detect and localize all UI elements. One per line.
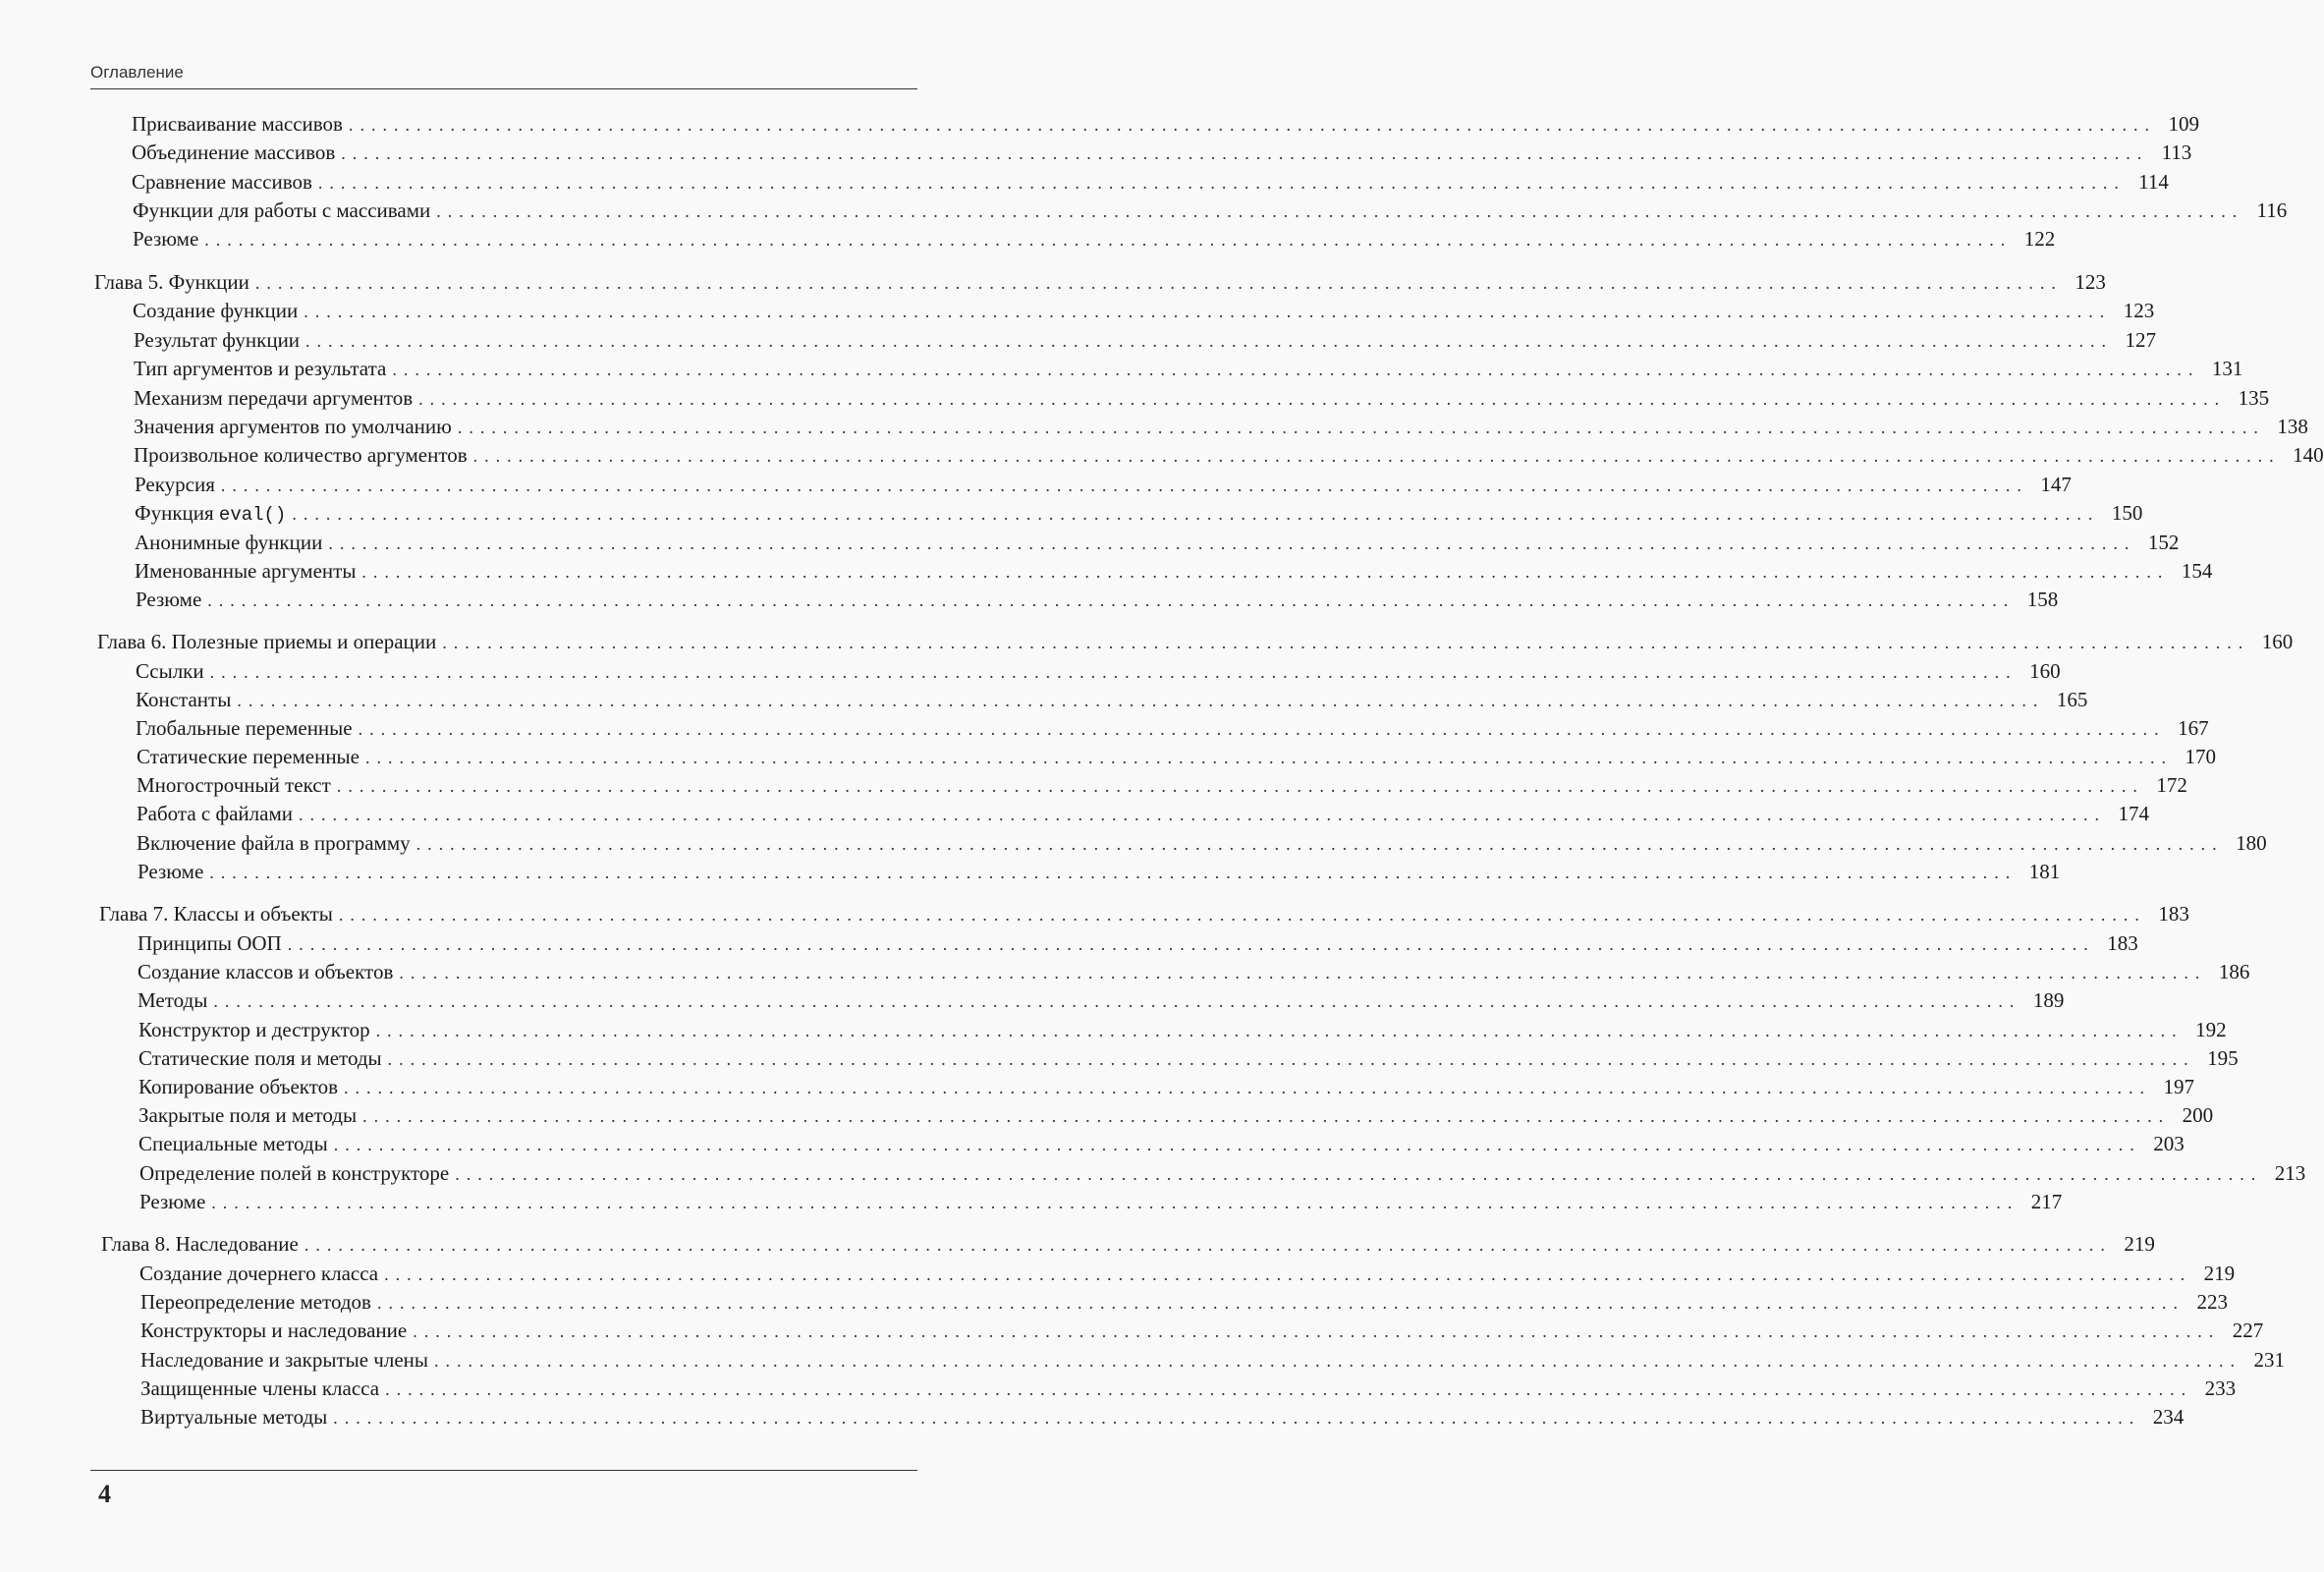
toc-leader-dots: ................................................................................................................................................................	[348, 115, 2156, 135]
toc-entry-title	[135, 531, 328, 555]
toc-section-entry	[136, 716, 2209, 744]
toc-chapter-entry	[97, 630, 2294, 657]
toc-entry-page: 213	[2274, 1161, 2306, 1185]
toc-section-entry	[133, 198, 2288, 226]
toc-entry-page: 183	[2158, 902, 2189, 926]
toc-entry-title-text: Механизм передачи аргументов	[134, 386, 414, 410]
toc-entry-title	[139, 1262, 384, 1286]
toc-section-entry	[132, 140, 2192, 168]
toc-entry-title	[135, 559, 361, 584]
toc-leader-dots: ................................................................................................................................................................	[375, 1021, 2184, 1040]
toc-entry-page: 123	[2123, 299, 2155, 322]
toc-entry-title	[138, 988, 213, 1013]
toc-entry-title-text: Включение файла в программу	[137, 831, 411, 855]
toc-entry-title-text: Константы	[136, 688, 232, 711]
toc-leader-dots: ................................................................................................................................................................	[220, 476, 2028, 495]
toc-section-entry	[135, 531, 2180, 558]
toc-entry-title-text: Тип аргументов и результата	[134, 357, 387, 380]
toc-leader-dots: ................................................................................................................................................................	[358, 719, 2166, 739]
toc-entry-title	[135, 501, 292, 526]
toc-entry-title-text: Принципы ООП	[138, 931, 282, 955]
toc-entry-title	[138, 1132, 334, 1156]
toc-entry-title-text: Работа с файлами	[137, 802, 293, 825]
toc-section-entry	[138, 1018, 2227, 1045]
toc-entry-title	[140, 1319, 413, 1343]
toc-entry-title-text: Глава 6. Полезные приемы и операции	[97, 630, 437, 653]
toc-entry-title	[136, 688, 237, 712]
toc-section-entry	[135, 473, 2072, 500]
toc-section-entry	[137, 831, 2267, 859]
toc-section-entry	[138, 1103, 2214, 1131]
toc-entry-page: 174	[2118, 802, 2149, 825]
page-number: 4	[98, 1480, 111, 1508]
toc-entry-title-text: Статические поля и методы	[138, 1046, 382, 1070]
toc-chapter-entry	[101, 1232, 2155, 1260]
toc-entry-title	[140, 1376, 385, 1401]
toc-leader-dots: ................................................................................................................................................................	[333, 1135, 2141, 1154]
toc-entry-page: 189	[2032, 988, 2065, 1012]
toc-section-entry	[140, 1405, 2185, 1432]
toc-leader-dots: ................................................................................................................................................................	[328, 533, 2136, 553]
toc-section-entry	[138, 988, 2065, 1016]
toc-section-entry	[138, 1046, 2239, 1074]
toc-entry-title	[133, 299, 304, 323]
toc-entry-title-text: Присваивание массивов	[132, 112, 343, 136]
toc-entry-page: 181	[2028, 860, 2061, 883]
toc-entry-title-text: Копирование объектов	[138, 1075, 339, 1098]
toc-entry-page: 123	[2075, 270, 2106, 294]
toc-entry-title-text: Резюме	[138, 860, 204, 883]
toc-section-entry	[139, 1161, 2306, 1189]
toc-entry-page: 122	[2023, 227, 2056, 251]
toc-entry-title-text: Именованные аргументы	[135, 559, 357, 583]
toc-entry-page: 197	[2163, 1075, 2195, 1098]
toc-entry-page: 147	[2040, 473, 2072, 496]
toc-entry-title-text: Статические переменные	[137, 745, 360, 768]
toc-section-entry	[134, 328, 2157, 356]
toc-section-entry	[134, 443, 2324, 471]
toc-entry-page: 160	[2261, 630, 2294, 653]
toc-entry-title	[134, 328, 305, 353]
toc-entry-title	[97, 630, 442, 654]
toc-entry-title	[138, 1046, 388, 1071]
toc-leader-dots: ................................................................................................................................................................	[434, 1351, 2242, 1371]
toc-leader-dots: ................................................................................................................................................................	[385, 1379, 2193, 1399]
toc-leader-dots: ................................................................................................................................................................	[209, 863, 2018, 882]
toc-leader-dots: ................................................................................................................................................................	[211, 1193, 2020, 1212]
toc-entry-title	[99, 902, 339, 926]
toc-leader-dots: ................................................................................................................................................................	[472, 446, 2281, 466]
toc-entry-title-text: Переопределение методов	[140, 1290, 371, 1314]
toc-entry-title	[94, 270, 255, 295]
toc-entry-title	[101, 1232, 304, 1257]
toc-leader-dots: ................................................................................................................................................................	[209, 662, 2018, 682]
toc-entry-page: 158	[2026, 588, 2059, 611]
toc-entry-title-text: Сравнение массивов	[132, 170, 312, 194]
toc-leader-dots: ................................................................................................................................................................	[455, 1164, 2263, 1184]
toc-entry-title	[138, 931, 288, 956]
toc-entry-title	[140, 1405, 333, 1430]
toc-section-entry	[136, 688, 2088, 715]
toc-entry-title	[138, 1103, 362, 1128]
toc-entry-page: 180	[2236, 831, 2267, 855]
toc-entry-page: 231	[2253, 1348, 2286, 1372]
toc-entry-title	[137, 773, 337, 798]
toc-entry-title-text: Анонимные функции	[135, 531, 323, 554]
toc-entry-title-text: Создание дочернего класса	[139, 1262, 379, 1285]
toc-section-entry	[136, 588, 2059, 615]
toc-entry-code: eval()	[218, 504, 287, 526]
toc-leader-dots: ................................................................................................................................................................	[341, 143, 2149, 163]
toc-entry-page: 114	[2138, 170, 2169, 194]
toc-entry-title	[135, 473, 221, 497]
toc-entry-title	[138, 1018, 376, 1042]
toc-entry-page: 152	[2147, 531, 2180, 554]
toc-entry-title-text: Резюме	[139, 1190, 206, 1213]
toc-entry-page: 234	[2152, 1405, 2185, 1429]
toc-entry-title-text: Результат функции	[134, 328, 301, 352]
toc-entry-page: 138	[2277, 415, 2308, 438]
toc-entry-title-text: Резюме	[136, 588, 202, 611]
toc-entry-page: 165	[2056, 688, 2088, 711]
toc-leader-dots: ................................................................................................................................................................	[413, 1321, 2221, 1341]
toc-entry-title-text: Резюме	[133, 227, 199, 251]
toc-entry-page: 183	[2107, 931, 2138, 955]
toc-entry-title-text: Функция	[135, 501, 219, 525]
toc-entry-title-text: Произвольное количество аргументов	[134, 443, 468, 467]
toc-entry-page: 219	[2203, 1262, 2236, 1285]
toc-section-entry	[133, 299, 2155, 326]
toc-entry-page: 217	[2030, 1190, 2063, 1213]
toc-entry-title-text: Определение полей в конструкторе	[139, 1161, 450, 1185]
toc-entry-page: 127	[2125, 328, 2157, 352]
toc-entry-title	[140, 1348, 434, 1373]
toc-entry-title	[134, 443, 473, 468]
toc-leader-dots: ................................................................................................................................................................	[305, 331, 2114, 351]
toc-entry-page: 192	[2195, 1018, 2227, 1041]
toc-chapter-entry	[99, 902, 2189, 929]
toc-section-entry	[140, 1290, 2228, 1318]
toc-section-entry	[136, 659, 2061, 687]
toc-entry-title	[132, 112, 349, 137]
toc-leader-dots: ................................................................................................................................................................	[292, 504, 2100, 524]
toc-entry-title-text: Глава 8. Наследование	[101, 1232, 299, 1256]
toc-entry-page: 227	[2232, 1319, 2264, 1342]
toc-section-entry	[140, 1319, 2264, 1346]
toc-entry-title	[137, 831, 416, 856]
toc-entry-title-text: Создание классов и объектов	[138, 960, 394, 983]
toc-section-entry	[132, 170, 2169, 197]
toc-entry-title-text: Ссылки	[136, 659, 204, 683]
toc-entry-title	[134, 415, 458, 439]
toc-section-entry	[138, 1132, 2185, 1159]
toc-entry-title-text: Глобальные переменные	[136, 716, 353, 740]
toc-entry-title-text: Наследование и закрытые члены	[140, 1348, 429, 1372]
toc-entry-title	[136, 588, 207, 612]
toc-leader-dots: ................................................................................................................................................................	[361, 562, 2170, 582]
toc-entry-title	[136, 716, 359, 741]
toc-leader-dots: ................................................................................................................................................................	[387, 1049, 2195, 1069]
toc-entry-page: 203	[2153, 1132, 2185, 1155]
toc-entry-page: 131	[2211, 357, 2243, 380]
toc-section-entry	[139, 1262, 2236, 1289]
toc-leader-dots: ................................................................................................................................................................	[384, 1264, 2192, 1284]
toc-leader-dots: ................................................................................................................................................................	[399, 963, 2207, 982]
toc-entry-page: 160	[2029, 659, 2061, 683]
toc-entry-title-text: Виртуальные методы	[140, 1405, 328, 1429]
toc-entry-title	[140, 1290, 377, 1315]
toc-leader-dots: ................................................................................................................................................................	[376, 1293, 2185, 1313]
toc-leader-dots: ................................................................................................................................................................	[457, 418, 2265, 437]
toc-entry-title	[138, 1075, 344, 1099]
toc-entry-title-text: Объединение массивов	[132, 140, 336, 164]
toc-section-entry	[137, 773, 2187, 801]
toc-entry-title	[138, 960, 399, 984]
toc-entry-page: 116	[2256, 198, 2288, 222]
toc-entry-title-text: Многострочный текст	[137, 773, 331, 797]
toc-entry-title	[132, 140, 341, 165]
toc-leader-dots: ................................................................................................................................................................	[344, 1078, 2152, 1097]
toc-section-entry	[140, 1376, 2237, 1404]
toc-entry-page: 172	[2156, 773, 2187, 797]
toc-entry-title	[132, 170, 318, 195]
toc-entry-title	[137, 802, 299, 826]
toc-entry-title-text: Закрытые поля и методы	[138, 1103, 358, 1127]
toc-leader-dots: ................................................................................................................................................................	[204, 230, 2013, 250]
toc-leader-dots: ................................................................................................................................................................	[298, 805, 2106, 824]
toc-entry-title	[139, 1190, 211, 1214]
toc-entry-title-text: Специальные методы	[138, 1132, 328, 1155]
toc-leader-dots: ................................................................................................................................................................	[442, 633, 2250, 652]
toc-leader-dots: ................................................................................................................................................................	[362, 1106, 2171, 1126]
toc-leader-dots: ................................................................................................................................................................	[392, 360, 2200, 379]
toc-section-entry	[137, 802, 2149, 829]
toc-entry-page: 150	[2111, 501, 2143, 525]
toc-entry-title-text: Рекурсия	[135, 473, 215, 496]
toc-leader-dots: ................................................................................................................................................................	[365, 748, 2173, 767]
toc-leader-dots: ................................................................................................................................................................	[237, 691, 2045, 710]
toc-entry-title	[134, 386, 418, 411]
running-head-title: Оглавление	[90, 63, 184, 82]
toc-entry-title	[133, 198, 436, 223]
toc-entry-title-text: Защищенные члены класса	[140, 1376, 380, 1400]
toc-section-entry	[138, 1075, 2195, 1102]
toc-entry-page: 154	[2181, 559, 2213, 583]
toc-entry-title-text: Конструкторы и наследование	[140, 1319, 408, 1342]
toc-leader-dots: ................................................................................................................................................................	[436, 201, 2244, 221]
toc-entry-title	[134, 357, 392, 381]
toc-leader-dots: ................................................................................................................................................................	[338, 905, 2146, 925]
toc-leader-dots: ................................................................................................................................................................	[333, 1408, 2141, 1428]
toc-entry-page: 195	[2207, 1046, 2239, 1070]
toc-entry-page: 113	[2161, 140, 2192, 164]
toc-leader-dots: ................................................................................................................................................................	[418, 389, 2227, 409]
toc-entry-page: 219	[2124, 1232, 2155, 1256]
toc-entry-page: 200	[2182, 1103, 2214, 1127]
toc-entry-title	[136, 659, 210, 684]
toc-entry-page: 186	[2218, 960, 2250, 983]
toc-entry-page: 109	[2168, 112, 2199, 136]
toc-entry-page: 140	[2293, 443, 2324, 467]
toc-leader-dots: ................................................................................................................................................................	[415, 834, 2224, 854]
toc-entry-title-text: Значения аргументов по умолчанию	[134, 415, 452, 438]
toc-section-entry	[138, 860, 2061, 887]
toc-entry-page: 170	[2185, 745, 2216, 768]
toc-section-entry	[134, 386, 2270, 414]
toc-section-entry	[133, 227, 2056, 254]
toc-entry-title-text: Глава 5. Функции	[94, 270, 249, 294]
toc-entry-title-text: Конструктор и деструктор	[138, 1018, 370, 1041]
toc-entry-title-text: Функции для работы с массивами	[133, 198, 431, 222]
toc-leader-dots: ................................................................................................................................................................	[336, 776, 2144, 796]
toc-section-entry	[138, 960, 2250, 987]
toc-entry-title	[138, 860, 209, 884]
toc-section-entry	[135, 501, 2143, 529]
toc-entry-title-text: Методы	[138, 988, 208, 1012]
toc-entry-page: 167	[2178, 716, 2209, 740]
toc-leader-dots: ................................................................................................................................................................	[304, 302, 2112, 321]
toc-leader-dots: ................................................................................................................................................................	[213, 991, 2021, 1011]
toc-section-entry	[135, 559, 2213, 587]
toc-leader-dots: ................................................................................................................................................................	[254, 273, 2063, 293]
toc-section-entry	[134, 415, 2308, 442]
toc-entry-page: 135	[2238, 386, 2270, 410]
footer-rule	[90, 1470, 917, 1471]
toc-leader-dots: ................................................................................................................................................................	[317, 173, 2126, 193]
toc-entry-title	[137, 745, 365, 769]
toc-leader-dots: ................................................................................................................................................................	[207, 590, 2016, 610]
toc-leader-dots: ................................................................................................................................................................	[304, 1235, 2112, 1255]
toc-entry-title-text: Создание функции	[133, 299, 299, 322]
toc-entry-title-text: Глава 7. Классы и объекты	[99, 902, 333, 926]
toc-entry-page: 223	[2196, 1290, 2228, 1314]
toc-section-entry	[139, 1190, 2063, 1217]
toc-section-entry	[132, 112, 2199, 140]
toc-entry-title	[133, 227, 204, 252]
toc-chapter-entry	[94, 270, 2106, 298]
toc-section-entry	[138, 931, 2138, 959]
toc-section-entry	[137, 745, 2216, 772]
toc-section-entry	[134, 357, 2243, 384]
toc-section-entry	[140, 1348, 2286, 1376]
toc-entry-title	[139, 1161, 455, 1186]
toc-entry-page: 233	[2204, 1376, 2237, 1400]
toc-leader-dots: ................................................................................................................................................................	[287, 934, 2095, 954]
